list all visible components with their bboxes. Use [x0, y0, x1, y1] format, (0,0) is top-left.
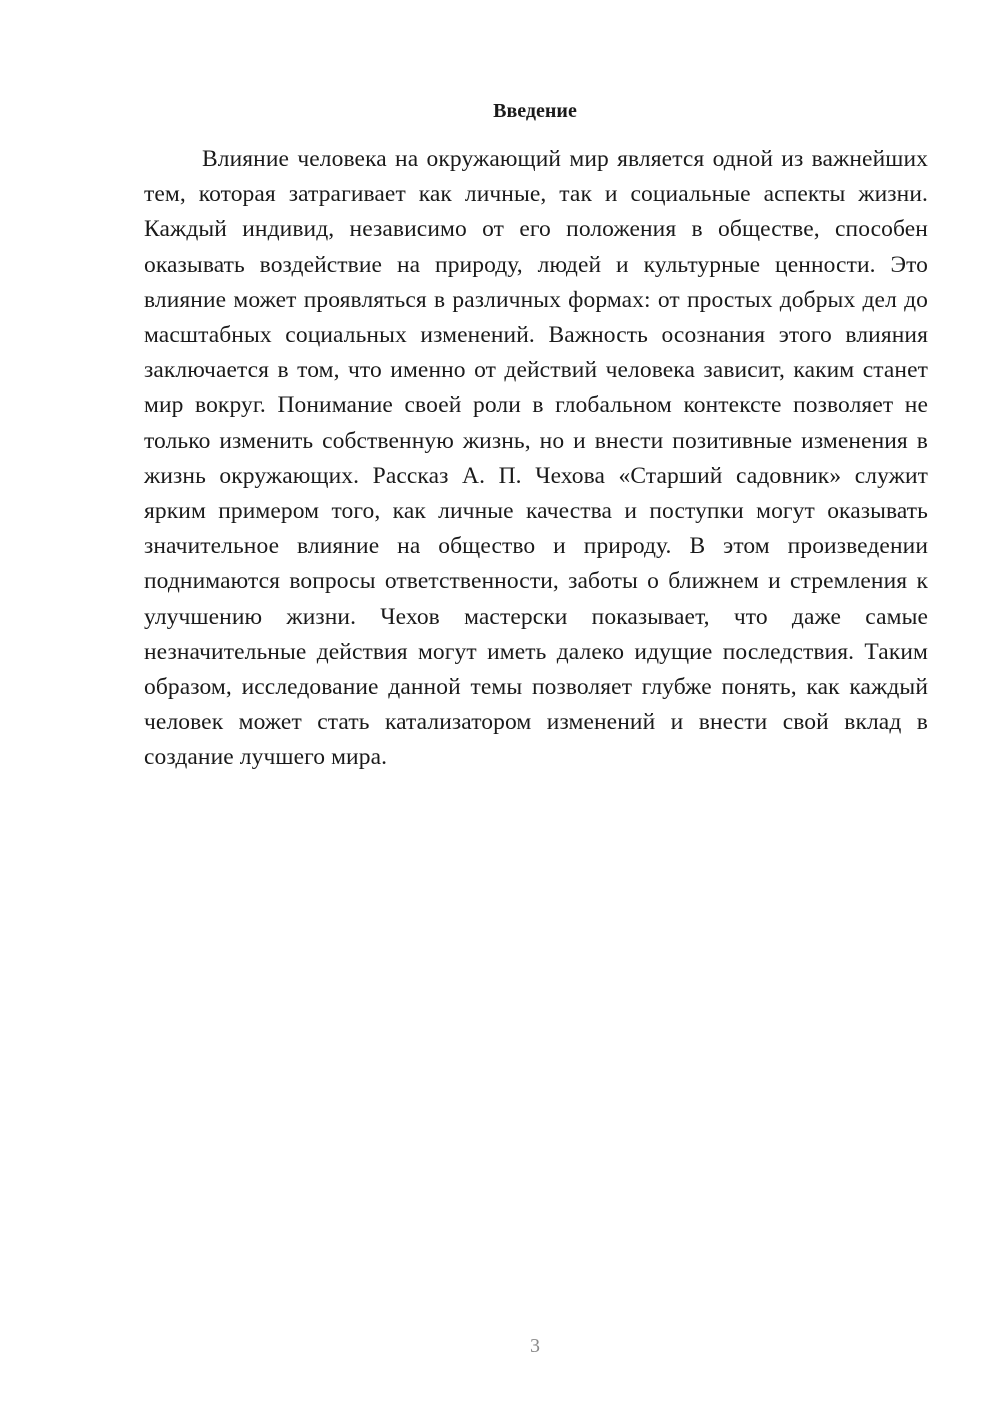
page-number: 3 — [530, 1335, 540, 1357]
intro-paragraph: Влияние человека на окружающий мир является одной из важнейших тем, которая затрагивает как личные, так и социальные аспекты жизни. Каждый индивид, независимо от его положения в обществе, способен оказывать воздействие на природу, людей и культурные ценности. Это влияние может проявляться в различных формах: от простых добрых дел до масштабных социальных изменений. Важность осознания этого влияния заключается в том, что именно от действий человека зависит, каким станет мир вокруг. Понимание своей роли в глобальном контексте позволяет не только изменить собственную жизнь, но и внести позитивные изменения в жизнь окружающих. Рассказ А. П. Чехова «Старший садовник» служит ярким примером того, как личные качества и поступки могут оказывать значительное влияние на общество и природу. В этом произведении поднимаются вопросы ответственности, заботы о ближнем и стремления к улучшению жизни. Чехов мастерски показывает, что даже самые незначительные действия могут иметь далеко идущие последствия. Таким образом, исследование данной темы позволяет глубже понять, как каждый человек может стать катализатором изменений и внести свой вклад в создание лучшего мира. — [144, 146, 928, 771]
section-heading: Введение — [493, 100, 577, 122]
